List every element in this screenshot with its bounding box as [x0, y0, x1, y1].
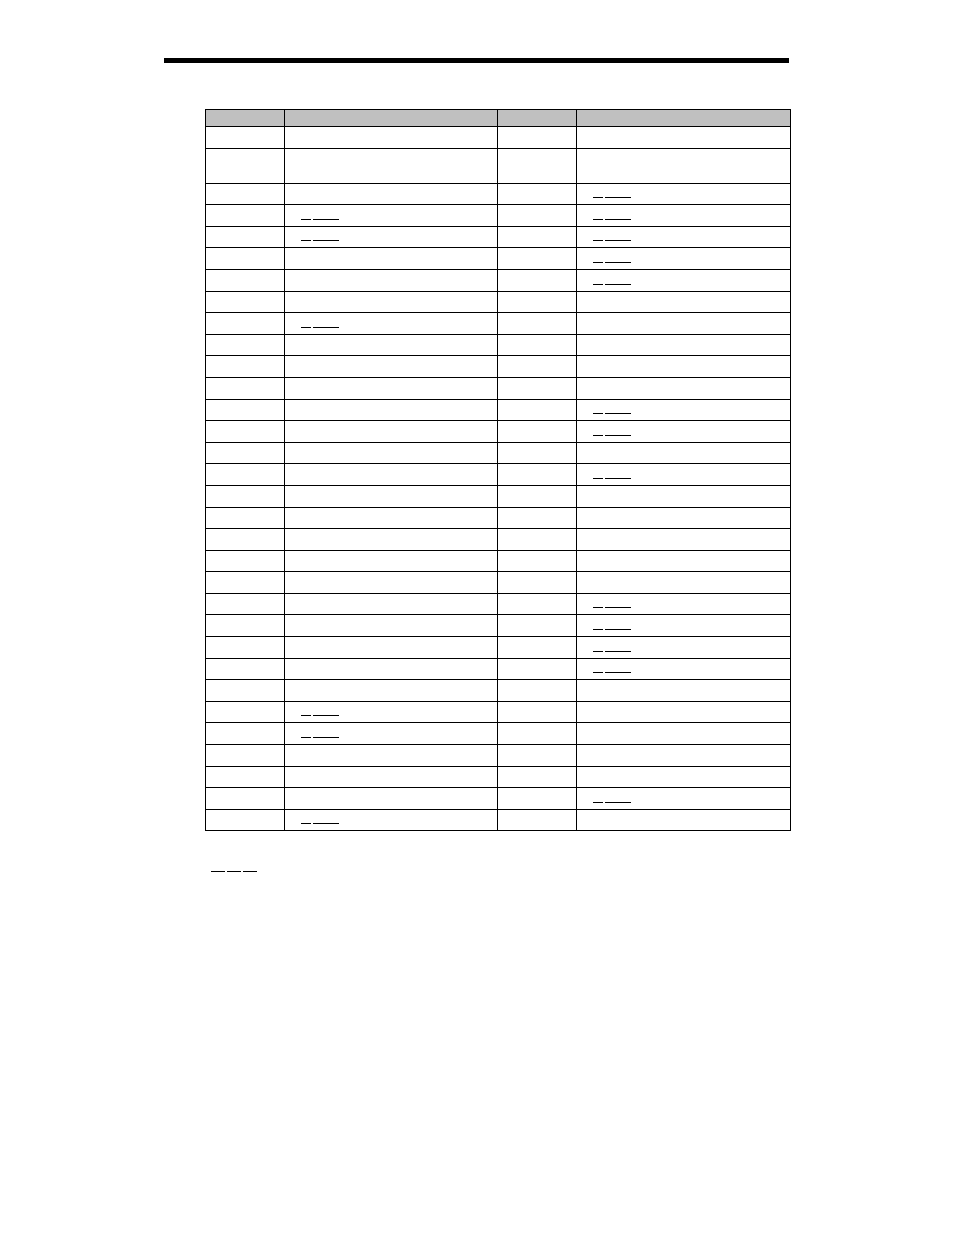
- table-cell: [285, 356, 498, 378]
- table-row: [206, 334, 791, 356]
- table-cell: [206, 788, 285, 810]
- table-cell: [285, 809, 498, 831]
- table-cell: [285, 788, 498, 810]
- table-cell: [498, 788, 577, 810]
- table-cell: [206, 377, 285, 399]
- table-row: [206, 788, 791, 810]
- table-row: [206, 183, 791, 205]
- table-row: [206, 421, 791, 443]
- table-cell: [498, 529, 577, 551]
- table-row: [206, 550, 791, 572]
- table-cell: [285, 680, 498, 702]
- table-cell: [206, 615, 285, 637]
- table-cell: [577, 637, 791, 659]
- table-cell: [285, 248, 498, 270]
- table-cell: [577, 701, 791, 723]
- table-cell: [498, 637, 577, 659]
- table-cell: [498, 723, 577, 745]
- table-cell: [498, 593, 577, 615]
- table-row: [206, 658, 791, 680]
- table-cell: [498, 248, 577, 270]
- table-cell: [206, 356, 285, 378]
- table-cell: [577, 421, 791, 443]
- table-cell: [577, 205, 791, 227]
- table-cell: [577, 745, 791, 767]
- table-cell: [285, 593, 498, 615]
- table-row: [206, 291, 791, 313]
- table-cell: [577, 248, 791, 270]
- table-row: [206, 442, 791, 464]
- table-cell: [206, 507, 285, 529]
- underline-mark: [593, 197, 631, 198]
- table-header-cell: [206, 110, 285, 127]
- table-header-cell: [498, 110, 577, 127]
- table-row: [206, 745, 791, 767]
- table-cell: [206, 701, 285, 723]
- table-row: [206, 615, 791, 637]
- underline-mark: [593, 607, 631, 608]
- table-cell: [498, 701, 577, 723]
- table-cell: [577, 723, 791, 745]
- table-cell: [285, 615, 498, 637]
- table-cell: [498, 572, 577, 594]
- table-cell: [498, 550, 577, 572]
- table-row: [206, 572, 791, 594]
- table-row: [206, 485, 791, 507]
- table-cell: [498, 183, 577, 205]
- table-cell: [285, 550, 498, 572]
- table-cell: [577, 269, 791, 291]
- table-row: [206, 127, 791, 149]
- table-cell: [285, 148, 498, 183]
- table-cell: [285, 183, 498, 205]
- table-cell: [498, 291, 577, 313]
- table-cell: [206, 550, 285, 572]
- table-row: [206, 464, 791, 486]
- table-cell: [498, 464, 577, 486]
- table-cell: [206, 464, 285, 486]
- table-body: [206, 127, 791, 831]
- table-cell: [498, 148, 577, 183]
- table-cell: [498, 421, 577, 443]
- table-cell: [577, 399, 791, 421]
- table-cell: [285, 377, 498, 399]
- table-row: [206, 701, 791, 723]
- underline-mark: [593, 413, 631, 414]
- table-cell: [577, 183, 791, 205]
- underline-mark: [593, 284, 631, 285]
- table-cell: [498, 658, 577, 680]
- table-header-cell: [577, 110, 791, 127]
- table-cell: [577, 148, 791, 183]
- table-row: [206, 205, 791, 227]
- underline-mark: [593, 651, 631, 652]
- table-row: [206, 356, 791, 378]
- underline-mark: [301, 737, 339, 738]
- table-cell: [498, 205, 577, 227]
- table-cell: [206, 399, 285, 421]
- table-cell: [577, 788, 791, 810]
- table-cell: [498, 809, 577, 831]
- table-cell: [206, 248, 285, 270]
- table-cell: [285, 127, 498, 149]
- table-row: [206, 529, 791, 551]
- table-cell: [498, 377, 577, 399]
- table-cell: [498, 442, 577, 464]
- table-cell: [206, 183, 285, 205]
- table-cell: [498, 615, 577, 637]
- table-cell: [577, 507, 791, 529]
- table-cell: [498, 745, 577, 767]
- table-cell: [577, 356, 791, 378]
- table-cell: [285, 507, 498, 529]
- table-row: [206, 377, 791, 399]
- underline-mark: [593, 672, 631, 673]
- underline-mark: [593, 478, 631, 479]
- table-cell: [577, 334, 791, 356]
- table-cell: [285, 485, 498, 507]
- table-cell: [206, 148, 285, 183]
- table-cell: [206, 442, 285, 464]
- table-cell: [285, 399, 498, 421]
- table-cell: [285, 269, 498, 291]
- table-cell: [498, 485, 577, 507]
- table-cell: [206, 269, 285, 291]
- table-row: [206, 399, 791, 421]
- footnote-rule: [211, 871, 257, 872]
- table-cell: [206, 313, 285, 335]
- table-cell: [577, 766, 791, 788]
- table-row: [206, 809, 791, 831]
- table-cell: [577, 291, 791, 313]
- underline-mark: [593, 802, 631, 803]
- table-cell: [206, 485, 285, 507]
- table-cell: [577, 313, 791, 335]
- table-cell: [498, 356, 577, 378]
- table-cell: [498, 269, 577, 291]
- table-cell: [577, 226, 791, 248]
- table-cell: [577, 593, 791, 615]
- table-cell: [206, 680, 285, 702]
- table-cell: [285, 529, 498, 551]
- underline-mark: [301, 715, 339, 716]
- table-cell: [285, 313, 498, 335]
- table-row: [206, 248, 791, 270]
- table-cell: [206, 658, 285, 680]
- table-cell: [577, 809, 791, 831]
- table-cell: [498, 399, 577, 421]
- table-header-row: [206, 110, 791, 127]
- table-cell: [577, 680, 791, 702]
- table-cell: [577, 127, 791, 149]
- table-cell: [577, 529, 791, 551]
- table-cell: [285, 637, 498, 659]
- table-cell: [498, 507, 577, 529]
- table-cell: [206, 723, 285, 745]
- underline-mark: [593, 240, 631, 241]
- table-cell: [285, 421, 498, 443]
- table-cell: [285, 334, 498, 356]
- table-cell: [285, 464, 498, 486]
- table-cell: [577, 615, 791, 637]
- table-cell: [577, 464, 791, 486]
- table-cell: [498, 766, 577, 788]
- table-cell: [206, 572, 285, 594]
- table-cell: [206, 334, 285, 356]
- table-cell: [498, 127, 577, 149]
- table-cell: [577, 442, 791, 464]
- table-cell: [206, 205, 285, 227]
- underline-mark: [593, 629, 631, 630]
- table-row: [206, 313, 791, 335]
- underline-mark: [301, 327, 339, 328]
- underline-mark: [301, 240, 339, 241]
- underline-mark: [593, 262, 631, 263]
- table-cell: [206, 127, 285, 149]
- table-row: [206, 723, 791, 745]
- data-table: [205, 109, 791, 831]
- table-cell: [577, 550, 791, 572]
- underline-mark: [301, 219, 339, 220]
- page-header-rule: [164, 58, 789, 63]
- table-row: [206, 148, 791, 183]
- table-row: [206, 226, 791, 248]
- table-cell: [285, 205, 498, 227]
- table-cell: [285, 291, 498, 313]
- table-cell: [577, 377, 791, 399]
- table-cell: [285, 442, 498, 464]
- table-cell: [206, 745, 285, 767]
- table-row: [206, 680, 791, 702]
- table-row: [206, 766, 791, 788]
- table-row: [206, 593, 791, 615]
- table-cell: [206, 637, 285, 659]
- underline-mark: [301, 823, 339, 824]
- table-cell: [285, 723, 498, 745]
- table-cell: [577, 572, 791, 594]
- table-cell: [206, 529, 285, 551]
- table-cell: [206, 291, 285, 313]
- table-cell: [206, 766, 285, 788]
- table-cell: [206, 809, 285, 831]
- table-cell: [285, 226, 498, 248]
- table-cell: [498, 680, 577, 702]
- underline-mark: [593, 219, 631, 220]
- table-cell: [498, 313, 577, 335]
- table-row: [206, 637, 791, 659]
- table-cell: [285, 572, 498, 594]
- table-cell: [577, 658, 791, 680]
- table-cell: [285, 701, 498, 723]
- table-cell: [285, 766, 498, 788]
- table-cell: [498, 226, 577, 248]
- table-header-cell: [285, 110, 498, 127]
- table-cell: [577, 485, 791, 507]
- table-cell: [498, 334, 577, 356]
- table-cell: [206, 226, 285, 248]
- table-cell: [206, 593, 285, 615]
- table-row: [206, 269, 791, 291]
- table-cell: [285, 745, 498, 767]
- table-row: [206, 507, 791, 529]
- table-cell: [285, 658, 498, 680]
- underline-mark: [593, 435, 631, 436]
- table-cell: [206, 421, 285, 443]
